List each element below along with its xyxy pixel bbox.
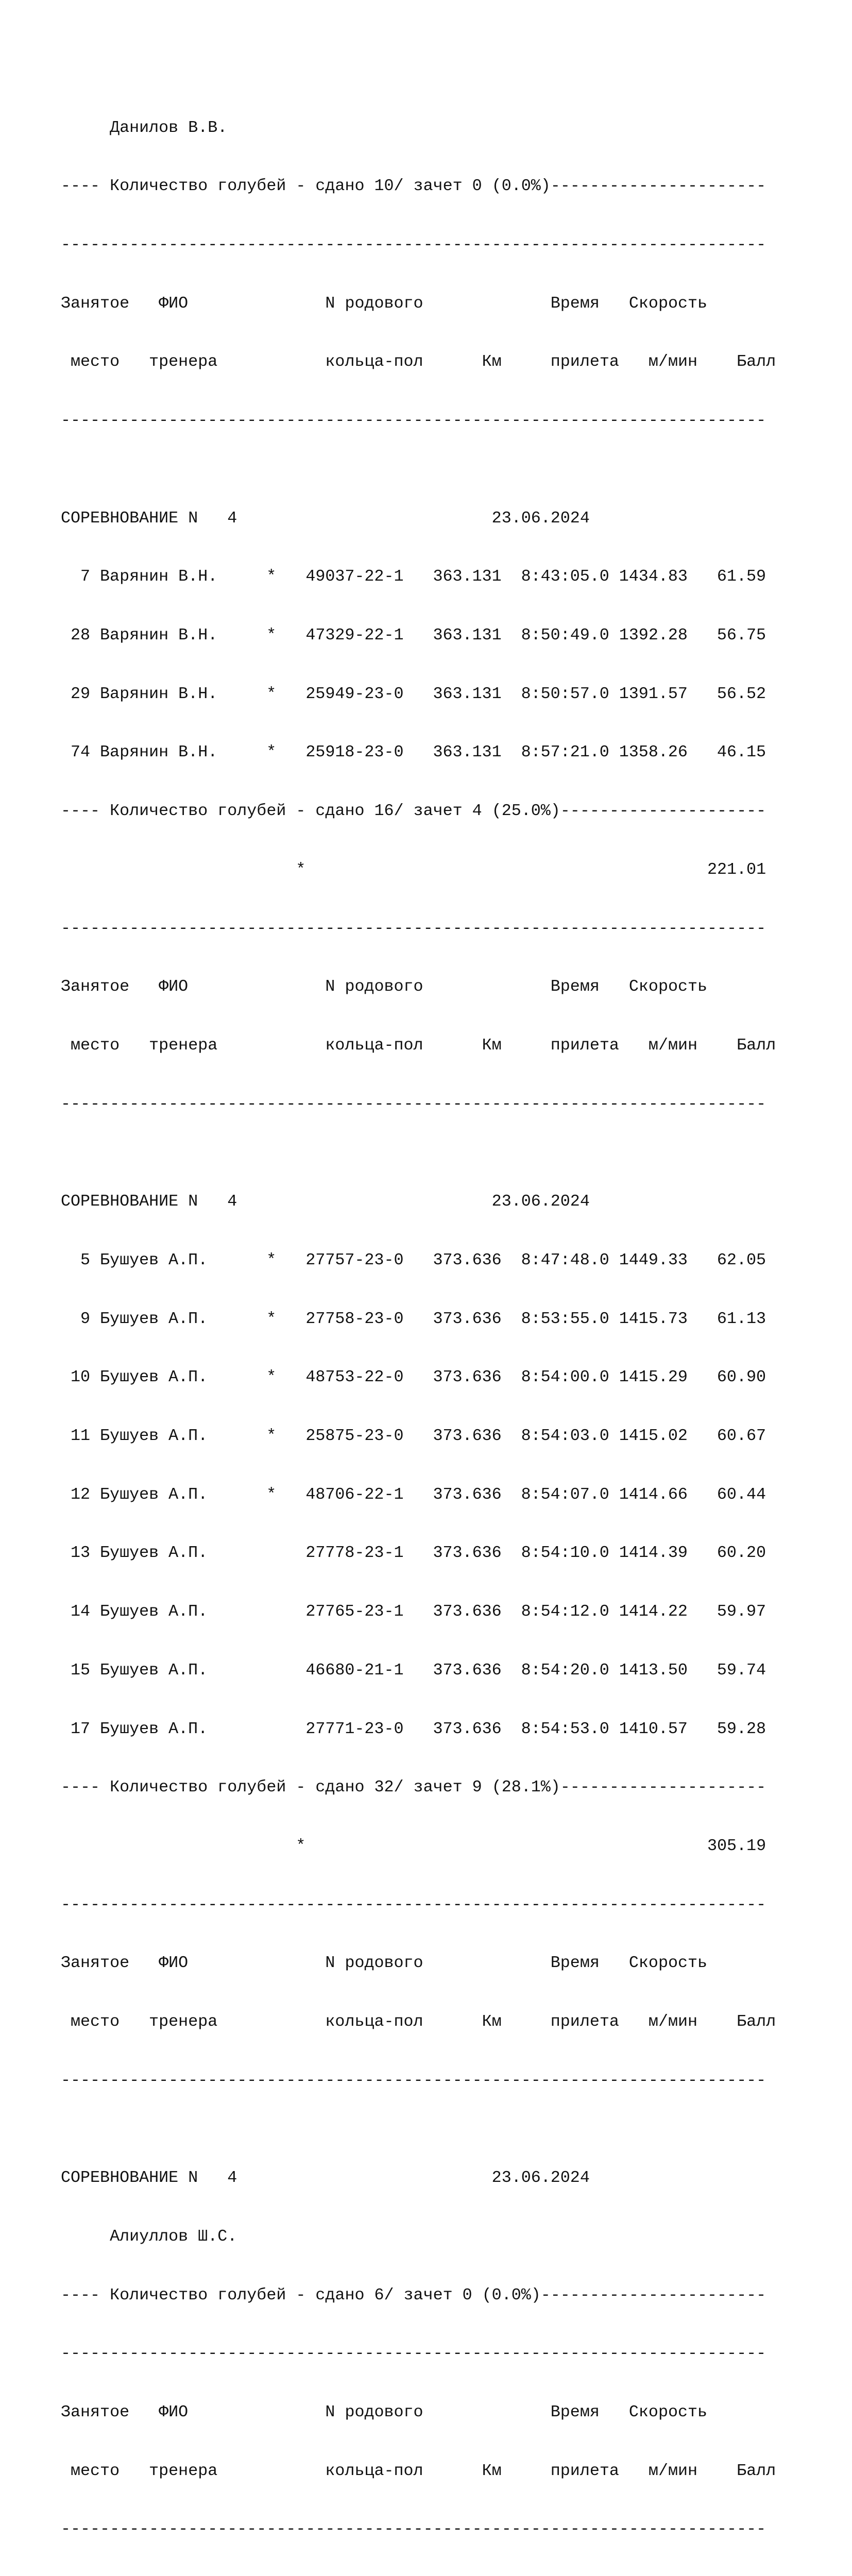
cell-place: 7 (80, 567, 91, 586)
cell-speed: 1413.50 (619, 1660, 688, 1680)
cell-score: 59.28 (717, 1719, 766, 1738)
cell-km: 373.636 (433, 1544, 502, 1563)
cell-mark: * (266, 1427, 277, 1446)
cell-speed: 1434.83 (619, 567, 688, 586)
cell-place: 14 (71, 1602, 91, 1621)
column-header-line2: место тренера кольца-пол Км прилета м/мин Балл (61, 1036, 776, 1055)
cell-ring: 25918-23-0 (305, 743, 404, 762)
cell-place: 5 (80, 1250, 91, 1269)
column-header-line1: Занятое ФИО N родового Время Скорость (61, 2403, 708, 2422)
cell-place: 29 (71, 684, 91, 703)
cell-name: Бушуев А.П. (100, 1427, 208, 1446)
cell-km: 373.636 (433, 1368, 502, 1387)
cell-time: 8:54:20.0 (521, 1660, 609, 1680)
cell-score: 59.74 (717, 1660, 766, 1680)
cell-score: 60.67 (717, 1427, 766, 1446)
cell-time: 8:57:21.0 (521, 743, 609, 762)
cell-score: 60.20 (717, 1544, 766, 1563)
cell-score: 61.59 (717, 567, 766, 586)
cell-ring: 47329-22-1 (305, 626, 404, 645)
group-summary: ---- Количество голубей - сдано 16/ зачет 4 (25.0%)--------------------- (61, 802, 766, 821)
cell-mark: * (266, 743, 277, 762)
column-header-line1: Занятое ФИО N родового Время Скорость (61, 977, 708, 996)
cell-name: Бушуев А.П. (100, 1602, 208, 1621)
cell-mark: * (266, 1485, 277, 1504)
cell-speed: 1415.73 (619, 1309, 688, 1328)
cell-name: Варянин В.Н. (100, 626, 218, 645)
cell-km: 373.636 (433, 1250, 502, 1269)
cell-place: 74 (71, 743, 91, 762)
cell-speed: 1449.33 (619, 1250, 688, 1269)
cell-place: 17 (71, 1719, 91, 1738)
cell-name: Варянин В.Н. (100, 567, 218, 586)
total-mark: * (296, 1836, 306, 1855)
cell-name: Бушуев А.П. (100, 1544, 208, 1563)
cell-km: 373.636 (433, 1660, 502, 1680)
group-total-line (61, 860, 808, 880)
cell-km: 363.131 (433, 684, 502, 703)
cell-score: 61.13 (717, 1309, 766, 1328)
separator: ------------------------------------------------------------------------ (61, 919, 766, 938)
owner-name: Данилов В.В. (61, 118, 228, 137)
table-row (61, 1602, 808, 1622)
cell-km: 373.636 (433, 1719, 502, 1738)
group-total-line (61, 1837, 808, 1856)
cell-name: Бушуев А.П. (100, 1368, 208, 1387)
competition-line: СОРЕВНОВАНИЕ N 4 23.06.2024 (61, 2168, 590, 2188)
competition-line: СОРЕВНОВАНИЕ N 4 23.06.2024 (61, 509, 590, 528)
table-row (61, 1544, 808, 1563)
group-summary: ---- Количество голубей - сдано 6/ зачет 0 (0.0%)----------------------- (61, 2285, 766, 2304)
cell-score: 60.90 (717, 1368, 766, 1387)
cell-speed: 1358.26 (619, 743, 688, 762)
table-row (61, 685, 808, 704)
cell-time: 8:47:48.0 (521, 1250, 609, 1269)
cell-ring: 25875-23-0 (305, 1427, 404, 1446)
cell-time: 8:54:00.0 (521, 1368, 609, 1387)
cell-score: 59.97 (717, 1602, 766, 1621)
report-document (61, 40, 808, 2576)
cell-time: 8:54:03.0 (521, 1427, 609, 1446)
cell-km: 363.131 (433, 567, 502, 586)
cell-speed: 1414.39 (619, 1544, 688, 1563)
cell-speed: 1415.02 (619, 1427, 688, 1446)
cell-time: 8:54:12.0 (521, 1602, 609, 1621)
separator: ------------------------------------------------------------------------ (61, 2071, 766, 2090)
cell-place: 10 (71, 1368, 91, 1387)
table-row (61, 1427, 808, 1446)
cell-mark: * (266, 567, 277, 586)
separator: ------------------------------------------------------------------------ (61, 1094, 766, 1113)
cell-name: Бушуев А.П. (100, 1660, 208, 1680)
cell-mark: * (266, 626, 277, 645)
table-row (61, 626, 808, 646)
cell-speed: 1392.28 (619, 626, 688, 645)
cell-score: 62.05 (717, 1250, 766, 1269)
cell-ring: 48753-22-0 (305, 1368, 404, 1387)
cell-ring: 46680-21-1 (305, 1660, 404, 1680)
cell-ring: 48706-22-1 (305, 1485, 404, 1504)
cell-place: 13 (71, 1544, 91, 1563)
table-row (61, 567, 808, 587)
column-header-line1: Занятое ФИО N родового Время Скорость (61, 294, 708, 313)
table-row (61, 1485, 808, 1505)
table-row (61, 1720, 808, 1739)
total-mark: * (296, 860, 306, 879)
cell-place: 12 (71, 1485, 91, 1504)
cell-time: 8:50:57.0 (521, 684, 609, 703)
cell-ring: 27758-23-0 (305, 1309, 404, 1328)
cell-ring: 27771-23-0 (305, 1719, 404, 1738)
cell-time: 8:54:07.0 (521, 1485, 609, 1504)
column-header-line2: место тренера кольца-пол Км прилета м/мин Балл (61, 2461, 776, 2480)
cell-score: 46.15 (717, 743, 766, 762)
cell-name: Бушуев А.П. (100, 1250, 208, 1269)
cell-score: 56.75 (717, 626, 766, 645)
table-row (61, 1310, 808, 1329)
cell-mark: * (266, 1250, 277, 1269)
cell-score: 60.44 (717, 1485, 766, 1504)
owner-name: Алиуллов Ш.С. (61, 2227, 237, 2246)
separator: ------------------------------------------------------------------------ (61, 1895, 766, 1914)
group-total: 305.19 (707, 1836, 766, 1855)
separator: ------------------------------------------------------------------------ (61, 2344, 766, 2363)
column-header-line2: место тренера кольца-пол Км прилета м/мин Балл (61, 2012, 776, 2031)
column-header-line2: место тренера кольца-пол Км прилета м/мин Балл (61, 352, 776, 371)
cell-speed: 1410.57 (619, 1719, 688, 1738)
cell-place: 15 (71, 1660, 91, 1680)
cell-km: 373.636 (433, 1602, 502, 1621)
group-total: 221.01 (707, 860, 766, 879)
cell-km: 373.636 (433, 1427, 502, 1446)
cell-name: Бушуев А.П. (100, 1719, 208, 1738)
cell-speed: 1414.22 (619, 1602, 688, 1621)
cell-mark: * (266, 1309, 277, 1328)
competition-line: СОРЕВНОВАНИЕ N 4 23.06.2024 (61, 1192, 590, 1211)
column-header-line1: Занятое ФИО N родового Время Скорость (61, 1954, 708, 1973)
cell-name: Бушуев А.П. (100, 1309, 208, 1328)
group-summary: ---- Количество голубей - сдано 32/ зачет 9 (28.1%)--------------------- (61, 1778, 766, 1797)
table-row (61, 743, 808, 762)
cell-ring: 27757-23-0 (305, 1250, 404, 1269)
cell-ring: 49037-22-1 (305, 567, 404, 586)
cell-time: 8:54:53.0 (521, 1719, 609, 1738)
separator: ------------------------------------------------------------------------ (61, 2520, 766, 2539)
cell-speed: 1415.29 (619, 1368, 688, 1387)
cell-name: Варянин В.Н. (100, 743, 218, 762)
group-summary: ---- Количество голубей - сдано 10/ зачет 0 (0.0%)---------------------- (61, 177, 766, 196)
cell-ring: 25949-23-0 (305, 684, 404, 703)
cell-km: 373.636 (433, 1309, 502, 1328)
cell-km: 363.131 (433, 626, 502, 645)
separator: ------------------------------------------------------------------------ (61, 235, 766, 255)
cell-km: 373.636 (433, 1485, 502, 1504)
cell-name: Варянин В.Н. (100, 684, 218, 703)
cell-score: 56.52 (717, 684, 766, 703)
table-row (61, 1251, 808, 1270)
cell-mark: * (266, 1368, 277, 1387)
cell-speed: 1414.66 (619, 1485, 688, 1504)
cell-place: 11 (71, 1427, 91, 1446)
cell-km: 363.131 (433, 743, 502, 762)
cell-place: 9 (80, 1309, 91, 1328)
cell-time: 8:54:10.0 (521, 1544, 609, 1563)
cell-speed: 1391.57 (619, 684, 688, 703)
cell-time: 8:53:55.0 (521, 1309, 609, 1328)
separator: ------------------------------------------------------------------------ (61, 411, 766, 430)
cell-ring: 27765-23-1 (305, 1602, 404, 1621)
cell-name: Бушуев А.П. (100, 1485, 208, 1504)
cell-mark: * (266, 684, 277, 703)
cell-ring: 27778-23-1 (305, 1544, 404, 1563)
cell-time: 8:43:05.0 (521, 567, 609, 586)
cell-place: 28 (71, 626, 91, 645)
table-row (61, 1368, 808, 1387)
table-row (61, 1661, 808, 1681)
cell-time: 8:50:49.0 (521, 626, 609, 645)
